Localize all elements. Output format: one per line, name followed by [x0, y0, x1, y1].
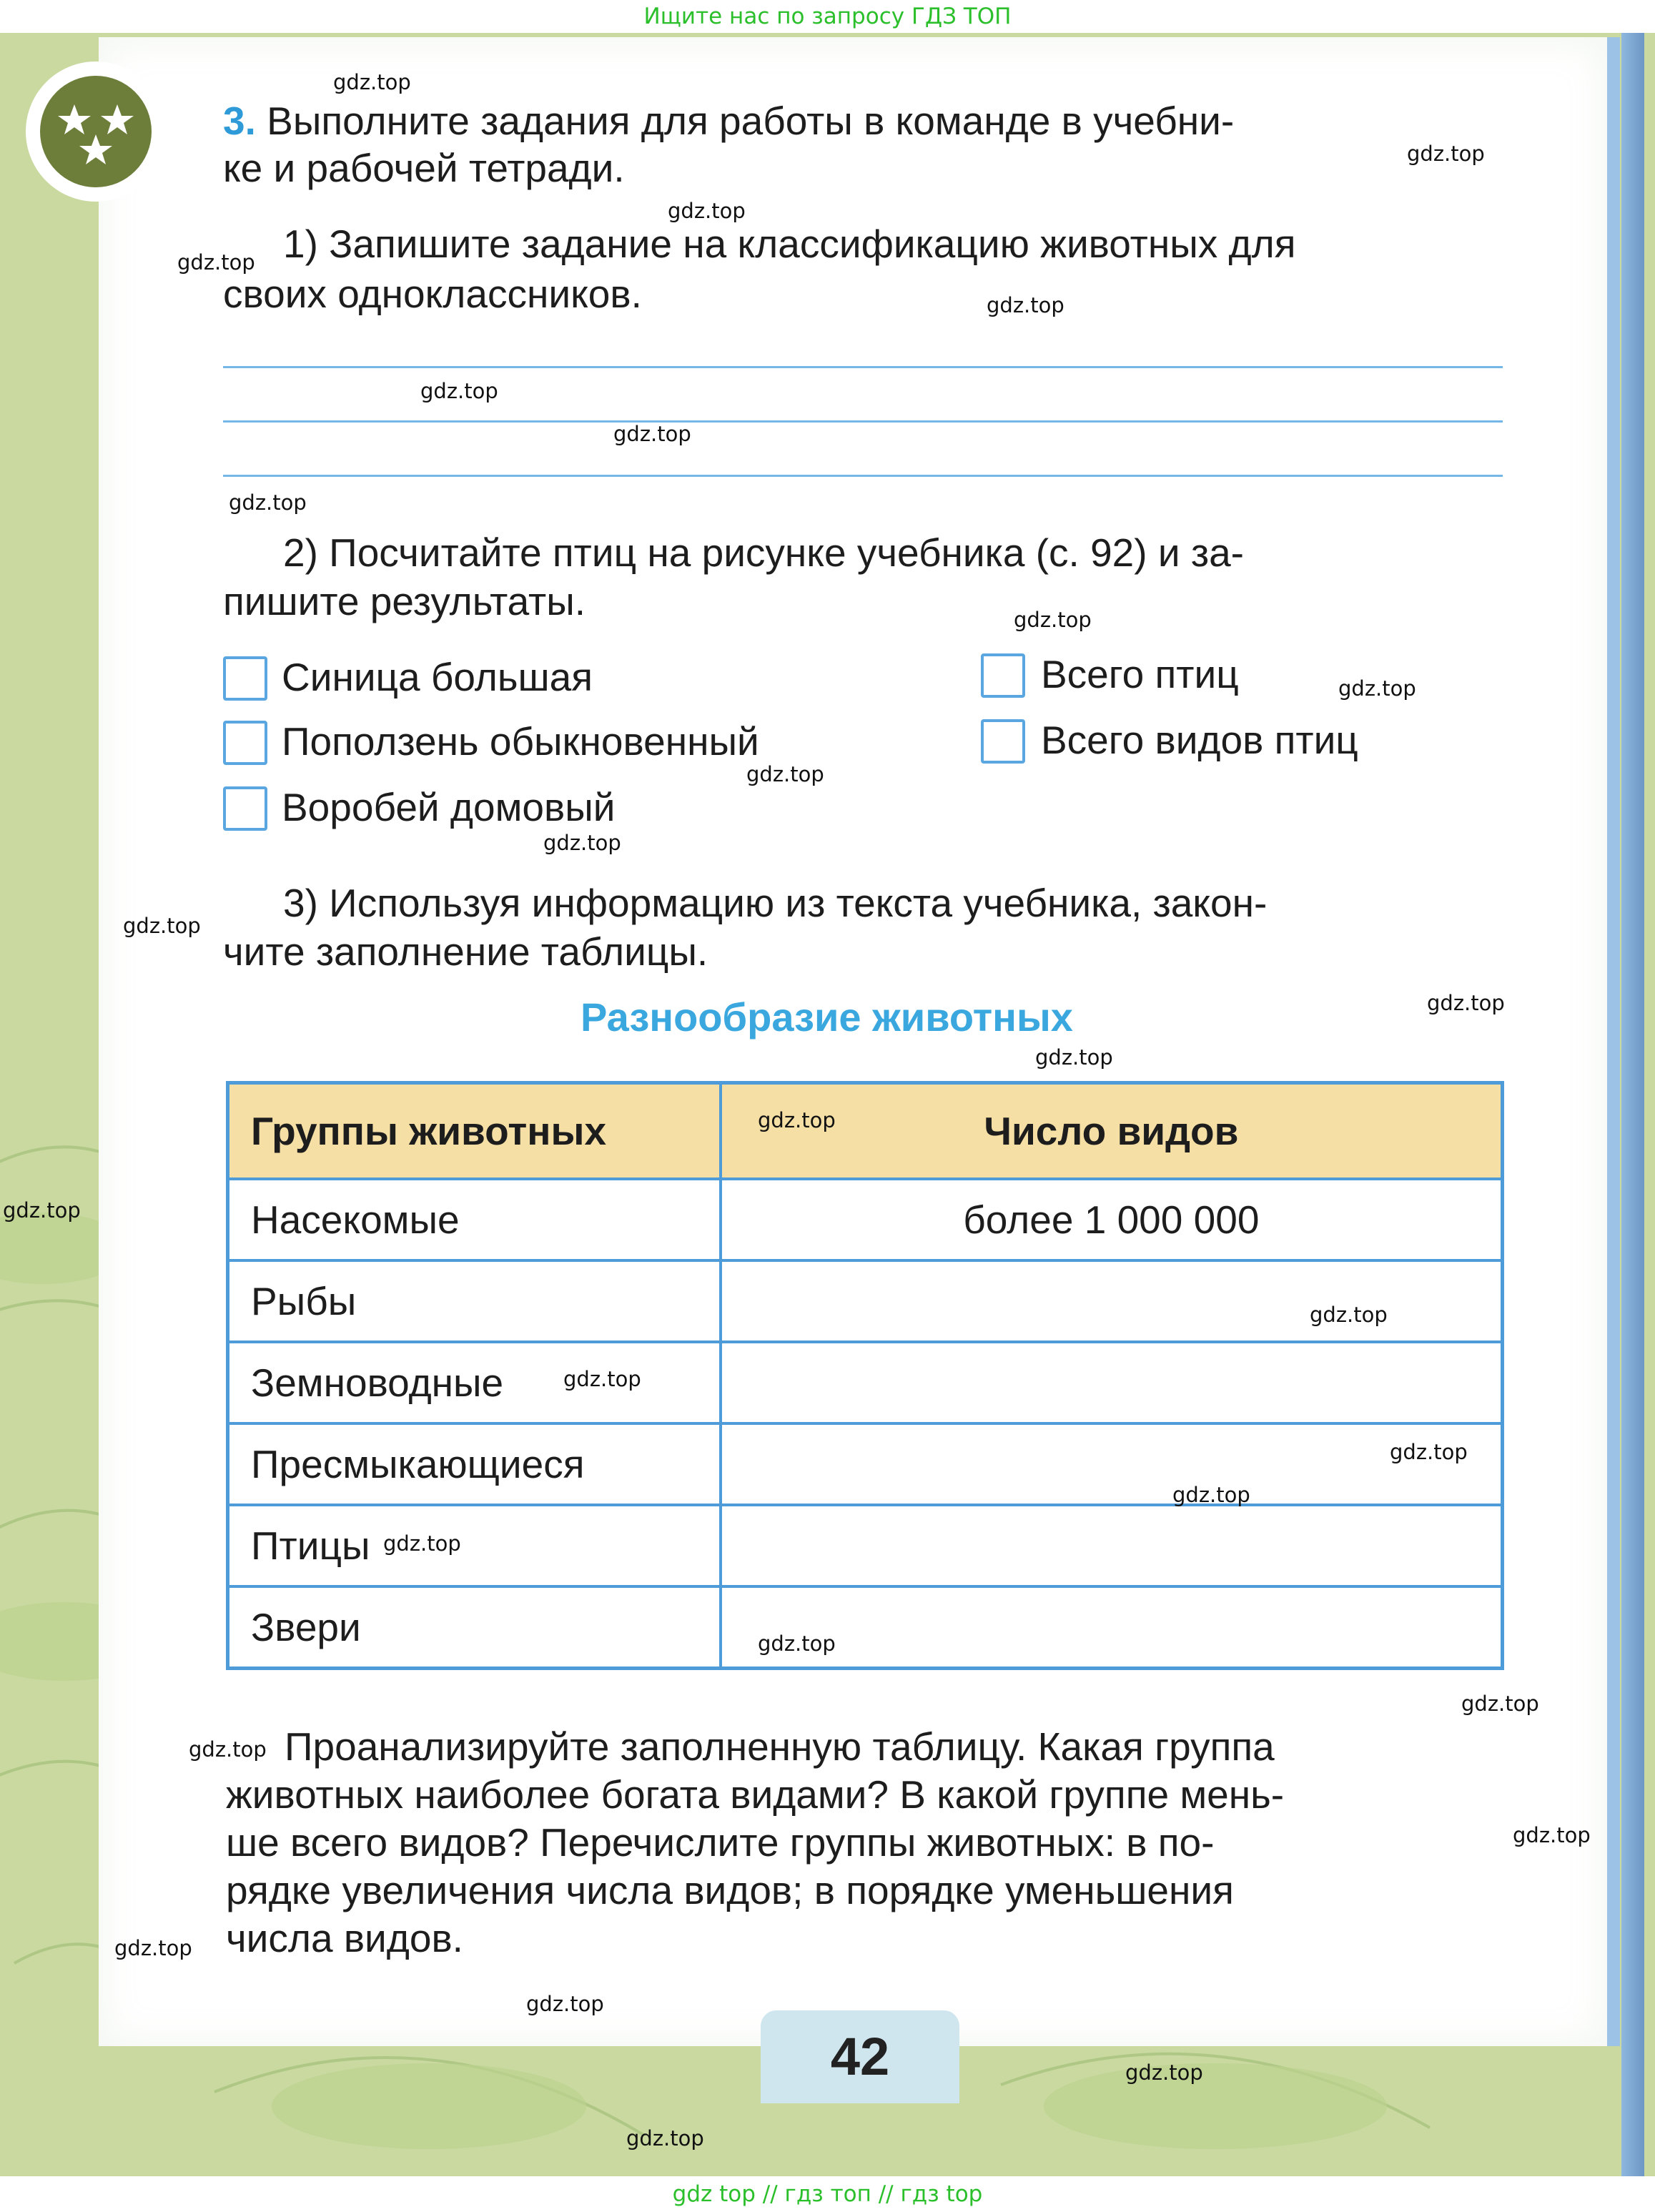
table-header-row	[228, 1083, 1503, 1180]
watermark: gdz.top	[1427, 991, 1505, 1015]
group-cell: Пресмыкающиеся	[228, 1423, 721, 1505]
bottom-banner: gdz top // гдз топ // гдз top	[672, 2181, 983, 2207]
watermark: gdz.top	[1513, 1823, 1591, 1847]
subtask3-line1: 3) Используя информацию из текста учебника, закон-	[283, 881, 1268, 925]
group-cell: Птицы	[228, 1505, 721, 1586]
page-number: 42	[761, 2010, 959, 2103]
watermark: gdz.top	[987, 293, 1064, 317]
group-cell: Рыбы	[228, 1260, 721, 1342]
watermark: gdz.top	[526, 1992, 604, 2016]
group-cell: Земноводные	[228, 1342, 721, 1423]
watermark: gdz.top	[1461, 1692, 1539, 1716]
watermark: gdz.top	[613, 422, 691, 446]
checkbox-nuthatch[interactable]	[223, 721, 267, 765]
table-row	[228, 1423, 1503, 1505]
task-intro-line1: 3. Выполните задания для работы в команде в учебни-	[223, 99, 1235, 143]
analysis-line3: ше всего видов? Перечислите группы животных: в по-	[226, 1820, 1215, 1865]
watermark: gdz.top	[420, 379, 498, 403]
watermark: gdz.top	[668, 199, 746, 223]
header-groups: Группы животных	[228, 1083, 721, 1180]
label-total-species: Всего видов птиц	[1041, 718, 1358, 762]
watermark: gdz.top	[563, 1367, 641, 1391]
checkbox-total-birds[interactable]	[981, 653, 1025, 698]
page-edge	[1621, 33, 1644, 2176]
label-great-tit: Синица большая	[282, 655, 593, 699]
task-number: 3.	[223, 99, 256, 143]
analysis-line4: рядке увеличения числа видов; в порядке уменьшения	[226, 1868, 1234, 1912]
subtask3-line2: чите заполнение таблицы.	[223, 929, 708, 974]
watermark: gdz.top	[758, 1631, 836, 1656]
checkbox-great-tit[interactable]	[223, 656, 267, 701]
watermark: gdz.top	[3, 1198, 81, 1223]
answer-line-1[interactable]	[223, 366, 1503, 368]
table-row	[228, 1260, 1503, 1342]
subtask2-line1: 2) Посчитайте птиц на рисунке учебника (с. 92) и за-	[283, 530, 1244, 575]
watermark: gdz.top	[543, 831, 621, 855]
count-cell[interactable]	[721, 1260, 1503, 1342]
count-cell[interactable]	[721, 1505, 1503, 1586]
checkbox-total-species[interactable]	[981, 719, 1025, 764]
group-cell: Звери	[228, 1586, 721, 1669]
watermark: gdz.top	[1172, 1483, 1250, 1507]
label-nuthatch: Поползень обыкновенный	[282, 719, 759, 764]
watermark: gdz.top	[177, 250, 255, 275]
count-cell[interactable]	[721, 1423, 1503, 1505]
top-banner: Ищите нас по запросу ГДЗ ТОП	[643, 4, 1012, 29]
watermark: gdz.top	[1310, 1303, 1388, 1327]
analysis-line2: животных наиболее богата видами? В какой группе мень-	[226, 1772, 1285, 1817]
watermark: gdz.top	[1407, 142, 1485, 166]
subtask1-line2: своих одноклассников.	[223, 272, 642, 316]
watermark: gdz.top	[1035, 1045, 1113, 1070]
team-work-badge	[26, 61, 166, 202]
table-row	[228, 1342, 1503, 1423]
header-species-count: Число видов	[721, 1083, 1503, 1180]
label-total-birds: Всего птиц	[1041, 652, 1239, 696]
count-cell[interactable]	[721, 1586, 1503, 1669]
table-title: Разнообразие животных	[581, 994, 1073, 1040]
analysis-line5: числа видов.	[226, 1916, 463, 1960]
checkbox-sparrow[interactable]	[223, 786, 267, 831]
count-cell[interactable]: более 1 000 000	[721, 1179, 1503, 1260]
stars-icon	[40, 76, 152, 187]
watermark: gdz.top	[383, 1531, 461, 1556]
label-sparrow: Воробей домовый	[282, 785, 616, 829]
watermark: gdz.top	[746, 762, 824, 786]
table-row	[228, 1179, 1503, 1260]
answer-line-3[interactable]	[223, 475, 1503, 477]
watermark: gdz.top	[1014, 608, 1092, 632]
subtask2-line2: пишите результаты.	[223, 579, 586, 623]
watermark: gdz.top	[114, 1936, 192, 1960]
watermark: gdz.top	[123, 914, 201, 938]
watermark: gdz.top	[1338, 676, 1416, 701]
task-intro-line2: ке и рабочей тетради.	[223, 146, 625, 190]
table-row	[228, 1586, 1503, 1669]
count-cell[interactable]	[721, 1342, 1503, 1423]
watermark: gdz.top	[626, 2126, 704, 2151]
analysis-line1: Проанализируйте заполненную таблицу. Какая группа	[285, 1724, 1275, 1769]
animals-table	[226, 1081, 1504, 1670]
watermark: gdz.top	[758, 1108, 836, 1132]
watermark: gdz.top	[333, 70, 411, 94]
watermark: gdz.top	[229, 490, 307, 515]
group-cell: Насекомые	[228, 1179, 721, 1260]
watermark: gdz.top	[1390, 1440, 1468, 1464]
watermark: gdz.top	[1125, 2060, 1203, 2085]
watermark: gdz.top	[189, 1737, 267, 1762]
answer-line-2[interactable]	[223, 420, 1503, 423]
subtask1-line1: 1) Запишите задание на классификацию животных для	[283, 222, 1296, 266]
